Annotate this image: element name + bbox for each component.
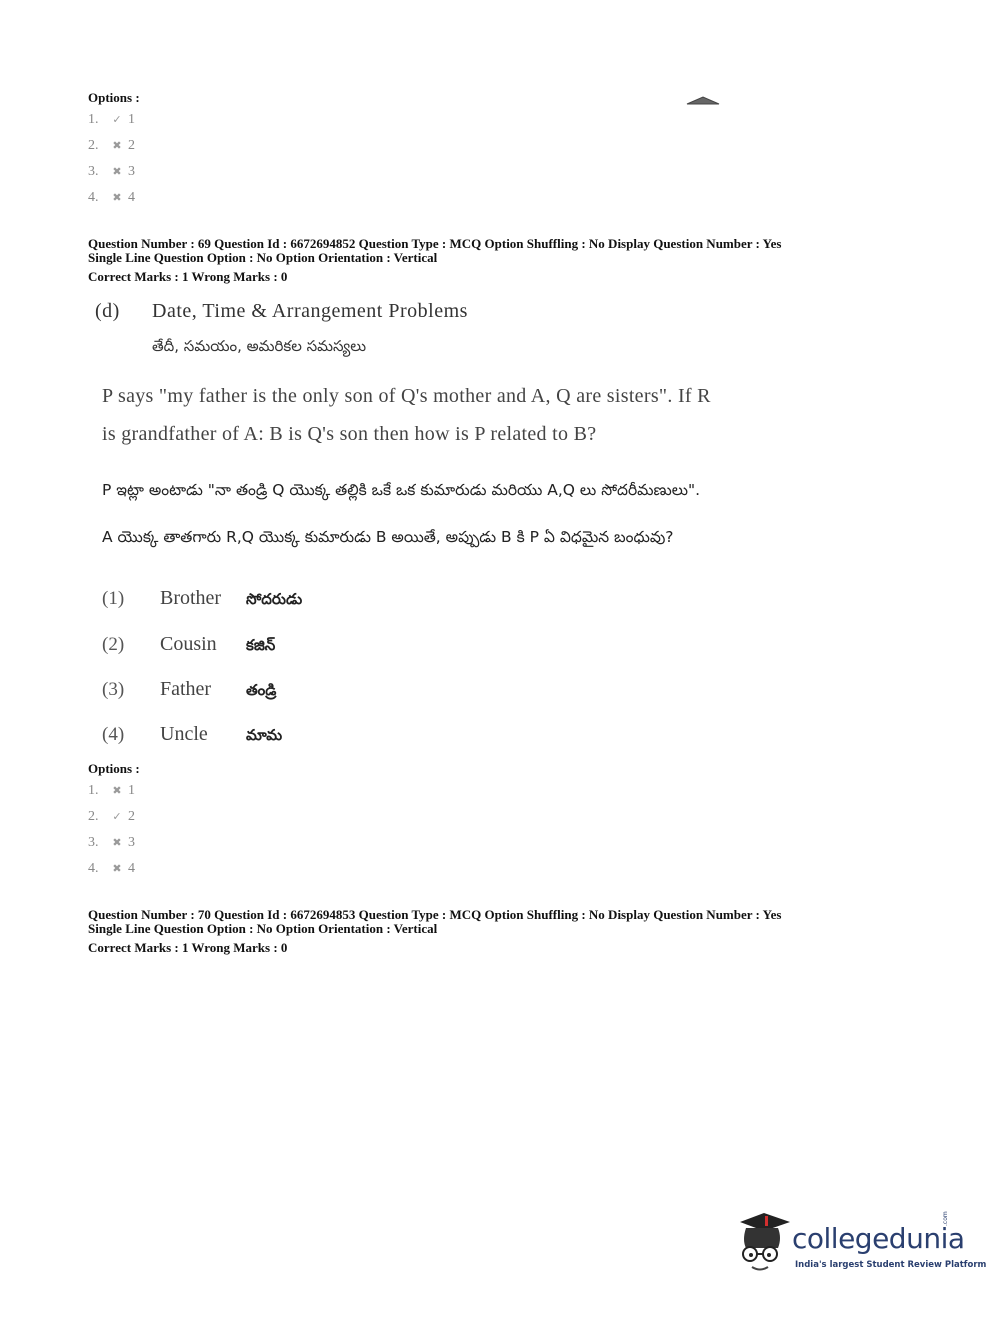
question-text-telugu-2: A యొక్క తాతగారు R,Q యొక్క కుమారుడు B అయితే, అప్పుడు B కి P ఏ విధమైన బంధువు? [102, 528, 674, 546]
logo-wordmark: collegedunia [792, 1222, 965, 1255]
answer-choice: (4) Uncle మామ [102, 723, 283, 745]
option-row: 2. ✖ 2 [88, 136, 135, 156]
option-row: 2. ✓ 2 [88, 807, 135, 827]
section-title: Date, Time & Arrangement Problems [152, 300, 468, 322]
cross-icon: ✖ [112, 140, 122, 152]
option-row: 1. ✓ 1 [88, 110, 135, 130]
option-row: 4. ✖ 4 [88, 859, 135, 879]
mascot-icon [734, 1210, 794, 1280]
section-letter: (d) [95, 300, 120, 322]
cross-icon: ✖ [112, 863, 122, 875]
option-row: 4. ✖ 4 [88, 188, 135, 208]
option-row: 1. ✖ 1 [88, 781, 135, 801]
answer-choice: (1) Brother సోదరుడు [102, 587, 303, 609]
options-label: Options : [88, 761, 140, 776]
options-list [88, 781, 188, 881]
cross-icon: ✖ [112, 785, 122, 797]
option-row: 3. ✖ 3 [88, 162, 135, 182]
caret-up-icon [686, 95, 720, 105]
check-icon: ✓ [112, 114, 122, 126]
question-meta: Question Number : 70 Question Id : 6672694853 Question Type : MCQ Option Shuffling : No Display Question Number : Yes Single Line Question Option : No Option Orientation : Vertical Correct Marks : 1 Wrong Marks : 0 [88, 907, 782, 955]
prev-options-list [88, 110, 188, 210]
collegedunia-logo [734, 1210, 987, 1280]
answer-choice: (2) Cousin కజిన్ [102, 633, 276, 655]
check-icon: ✓ [112, 811, 122, 823]
logo-tagline: India's largest Student Review Platform [795, 1260, 987, 1270]
cross-icon: ✖ [112, 166, 122, 178]
section-title-telugu: తేదీ, సమయం, అమరికల సమస్యలు [152, 337, 367, 355]
prev-options-label: Options : [88, 90, 140, 105]
option-row: 3. ✖ 3 [88, 833, 135, 853]
question-text-telugu-1: P ఇట్లా అంటాడు "నా తండ్రి Q యొక్క తల్లికి ఒకే ఒక కుమారుడు మరియు A,Q లు సోదరీమణులు". [102, 481, 701, 499]
question-meta: Question Number : 69 Question Id : 6672694852 Question Type : MCQ Option Shuffling : No Display Question Number : Yes Single Line Question Option : No Option Orientation : Vertical Correct Marks : 1 Wrong Marks : 0 [88, 236, 782, 284]
logo-com: .com [942, 1211, 949, 1226]
cross-icon: ✖ [112, 192, 122, 204]
cross-icon: ✖ [112, 837, 122, 849]
question-text-english: P says "my father is the only son of Q's mother and A, Q are sisters". If R is grandfather of A: B is Q's son then how is P related to B? [102, 385, 711, 445]
answer-choice: (3) Father తండ్రి [102, 678, 277, 700]
